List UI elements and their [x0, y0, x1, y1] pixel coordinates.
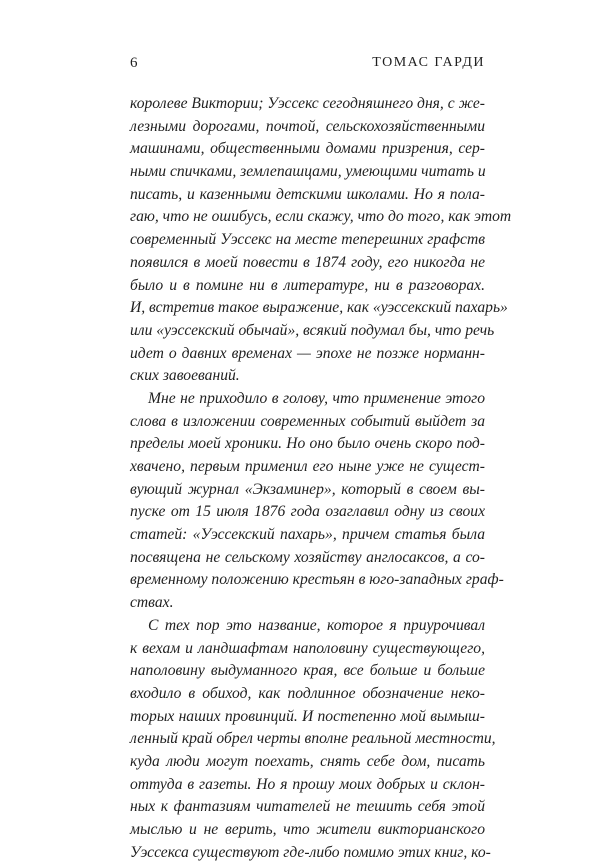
text-line: ными спичками, землепашцами, умеющими читать и: [130, 163, 486, 181]
text-line: оттуда в газеты. Но я прошу моих добрых и склон-: [130, 775, 485, 793]
text-line: И, встретив такое выражение, как «уэссекский пахарь»: [130, 299, 508, 317]
text-line: королеве Виктории; Уэссекс сегодняшнего дня, с же-: [130, 95, 485, 112]
text-line: ных к фантазиям читателей не тешить себя этой: [130, 798, 485, 816]
text-line: гаю, что не ошибусь, если скажу, что до того, как этот: [130, 208, 512, 226]
text-line: или «уэссекский обычай», всякий подумал бы, что речь: [130, 321, 495, 339]
text-line: было и в помине ни в литературе, ни в разговорах.: [130, 276, 485, 294]
text-line: ленный край обрел черты вполне реальной местности,: [130, 730, 496, 748]
text-line: посвящена не сельскому хозяйству англосаксов, а со-: [130, 548, 485, 566]
text-line: ствах.: [130, 594, 174, 612]
text-line: пределы моей хроники. Но оно было очень скоро под-: [130, 435, 485, 453]
running-head: [130, 55, 485, 75]
text-line: Уэссекса существуют где-либо помимо этих книг, ко-: [130, 843, 491, 861]
text-line: торых наших провинций. И постепенно мой вымыш-: [130, 707, 485, 725]
text-line: наполовину выдуманного края, все больше и больше: [130, 662, 485, 680]
text-line: появился в моей повести в 1874 году, его никогда не: [130, 253, 485, 271]
text-line: писать, и казенными детскими школами. Но я пола-: [130, 185, 485, 203]
text-line: современный Уэссекс на месте теперешних графств: [130, 231, 485, 249]
text-line: Мне не приходило в голову, что применение этого: [148, 389, 485, 407]
text-line: лезными дорогами, почтой, сельскохозяйственными: [130, 117, 485, 135]
text-line: мыслью и не верить, что жители викторианского: [130, 821, 485, 838]
text-line: машинами, общественными домами призрения, сер-: [130, 140, 485, 158]
text-line: ских завоеваний.: [130, 367, 240, 385]
text-line: к вехам и ландшафтам наполовину существующего,: [130, 639, 485, 657]
text-line: слова в изложении современных событий выйдет за: [130, 412, 485, 430]
page-number: 6: [130, 55, 138, 71]
text-line: хвачено, первым применил его ныне уже не сущест-: [130, 458, 485, 475]
running-title: ТОМАС ГАРДИ: [372, 55, 485, 70]
text-line: временному положению крестьян в юго-западных граф-: [130, 571, 504, 589]
text-line: вующий журнал «Экзаминер», который в своем вы-: [130, 480, 485, 498]
text-line: куда люди могут поехать, снять себе дом, писать: [130, 752, 485, 770]
body-text: [130, 93, 512, 864]
text-line: С тех пор это название, которое я приурочивал: [148, 616, 485, 634]
text-line: пуске от 15 июля 1876 года озаглавил одну из своих: [130, 503, 485, 521]
text-line: входило в обиход, как подлинное обозначение неко-: [130, 684, 485, 702]
text-line: статей: «Уэссекский пахарь», причем статья была: [130, 526, 485, 544]
text-line: идет о давних временах — эпохе не позже норманн-: [130, 344, 485, 362]
